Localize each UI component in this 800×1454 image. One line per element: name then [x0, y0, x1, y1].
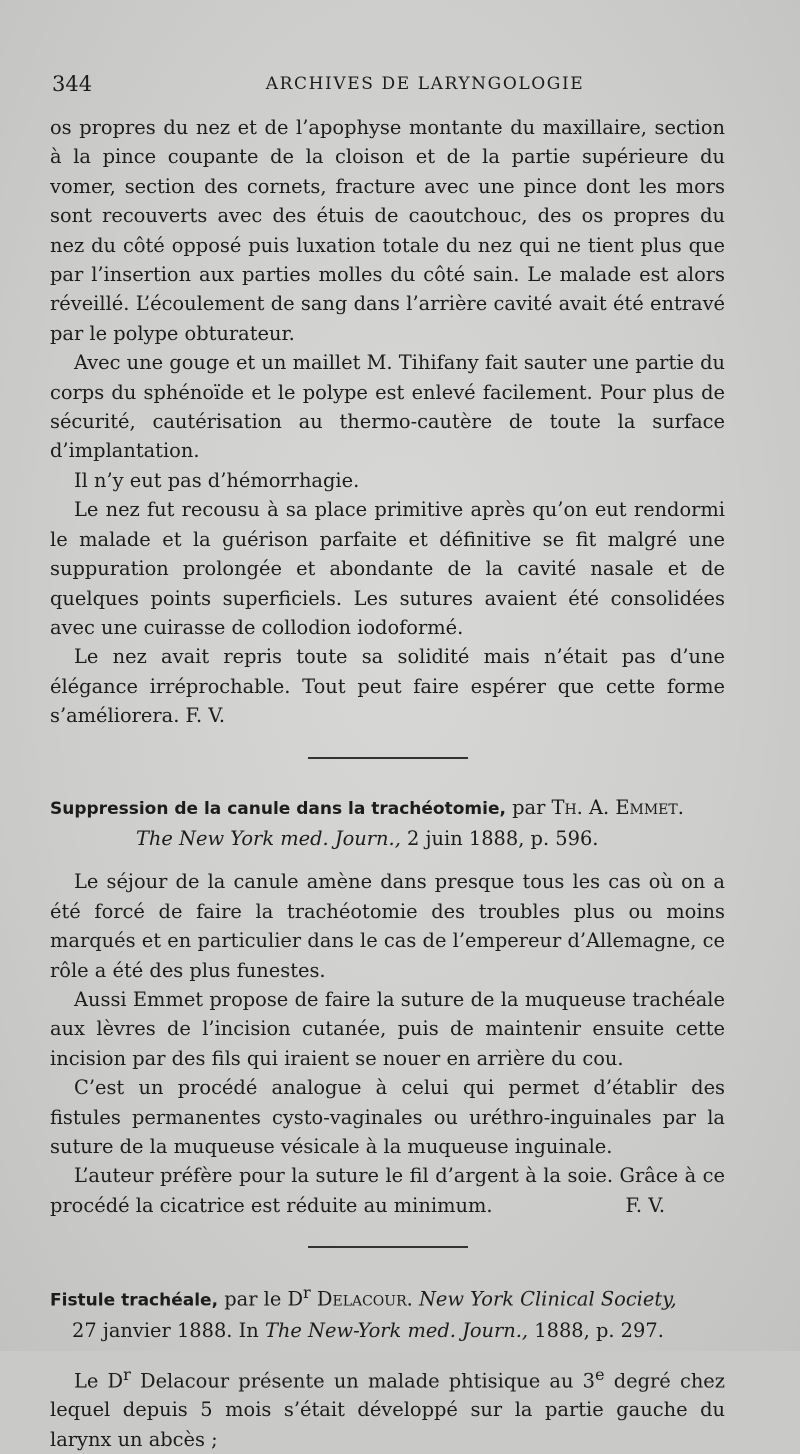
page-header — [50, 72, 740, 102]
running-title: ARCHIVES DE LARYNGOLOGIE — [230, 74, 620, 94]
paragraph-text: Delacour présente un malade phtisique au 3 — [131, 1369, 595, 1392]
paragraph: Il n’y eut pas d’hémorrhagie. — [50, 466, 725, 495]
paragraph: Aussi Emmet propose de faire la suture de la muqueuse trachéale aux lèvres de l’incision cutanée, puis de maintenir ensuite cette incision par des fils qui iraient se nouer en arrière du cou. — [50, 985, 725, 1073]
article-body — [50, 113, 725, 1454]
section-divider — [308, 757, 468, 759]
journal-name: The New York med. Journ., — [136, 827, 401, 850]
byline-superscript: r — [303, 1283, 311, 1302]
paragraph-text: L’auteur préfère pour la suture le fil d’argent à la soie. Grâce à ce procédé la cicatrice est réduite au minimum. — [50, 1164, 725, 1216]
byline-prefix: par — [512, 796, 545, 819]
superscript: e — [595, 1365, 605, 1384]
article-title: Suppression de la canule dans la trachéotomie, — [50, 799, 506, 819]
signature: F. V. — [601, 1191, 665, 1220]
paragraph: Le nez avait repris toute sa solidité mais n’était pas d’une élégance irréprochable. Tout peut faire espérer que cette forme s’améliorera. F. V. — [50, 642, 725, 730]
paragraph: C’est un procédé analogue à celui qui permet d’établir des fistules permanentes cysto-vaginales ou uréthro-inguinales par la suture de la muqueuse vésicale à la muqueuse inguinale. — [50, 1073, 725, 1161]
article-heading — [50, 793, 725, 854]
author-name: Th. A. Emmet. — [552, 796, 684, 819]
superscript: r — [123, 1365, 131, 1384]
article-title: Fistule trachéale, — [50, 1291, 218, 1311]
paragraph-text: Le D — [74, 1369, 123, 1392]
citation: 2 juin 1888, p. 596. — [407, 827, 598, 850]
citation-line — [50, 1316, 725, 1345]
section-divider — [308, 1246, 468, 1248]
paragraph: Le séjour de la canule amène dans presque tous les cas où on a été forcé de faire la trachéotomie des troubles plus ou moins marqués et en particulier dans le cas de l’empereur d’Allemagne, ce rôle a été des plus funestes. — [50, 867, 725, 985]
citation-line — [50, 824, 725, 853]
citation: 1888, p. 297. — [534, 1319, 664, 1342]
page-number: 344 — [52, 72, 92, 96]
society-name: New York Clinical Society, — [419, 1288, 677, 1311]
paragraph — [50, 1360, 725, 1454]
paragraph: os propres du nez et de l’apophyse montante du maxillaire, section à la pince coupante de la cloison et de la partie supérieure du vomer, section des cornets, fracture avec une pince dont les mors sont recouverts avec des étuis de caoutchouc, des os propres du nez du côté opposé puis luxation totale du nez qui ne tient plus que par l’insertion aux parties molles du côté sain. Le malade est alors réveillé. L’écoulement de sang dans l’arrière cavité avait été entravé par le polype obturateur. — [50, 113, 725, 348]
paragraph: Avec une gouge et un maillet M. Tihifany fait sauter une partie du corps du sphénoïde et le polype est enlevé facilement. Pour plus de sécurité, cautérisation au thermo-cautère de toute la surface d’implantation. — [50, 348, 725, 466]
citation-date: 27 janvier 1888. In — [72, 1319, 259, 1342]
author-name: Delacour. — [317, 1288, 413, 1311]
paragraph-text: degré chez lequel depuis 5 mois s’était développé sur la partie gauche du larynx un abcès ; — [50, 1369, 725, 1451]
paragraph: Le nez fut recousu à sa place primitive après qu’on eut rendormi le malade et la guérison parfaite et définitive se fit malgré une suppuration prolongée et abondante de la cavité nasale et de quelques points superficiels. Les sutures avaient été consolidées avec une cuirasse de collodion iodoformé. — [50, 495, 725, 642]
byline-prefix: par le D — [224, 1288, 303, 1311]
paragraph — [50, 1161, 725, 1220]
journal-name: The New-York med. Journ., — [265, 1319, 528, 1342]
article-heading — [50, 1278, 725, 1345]
